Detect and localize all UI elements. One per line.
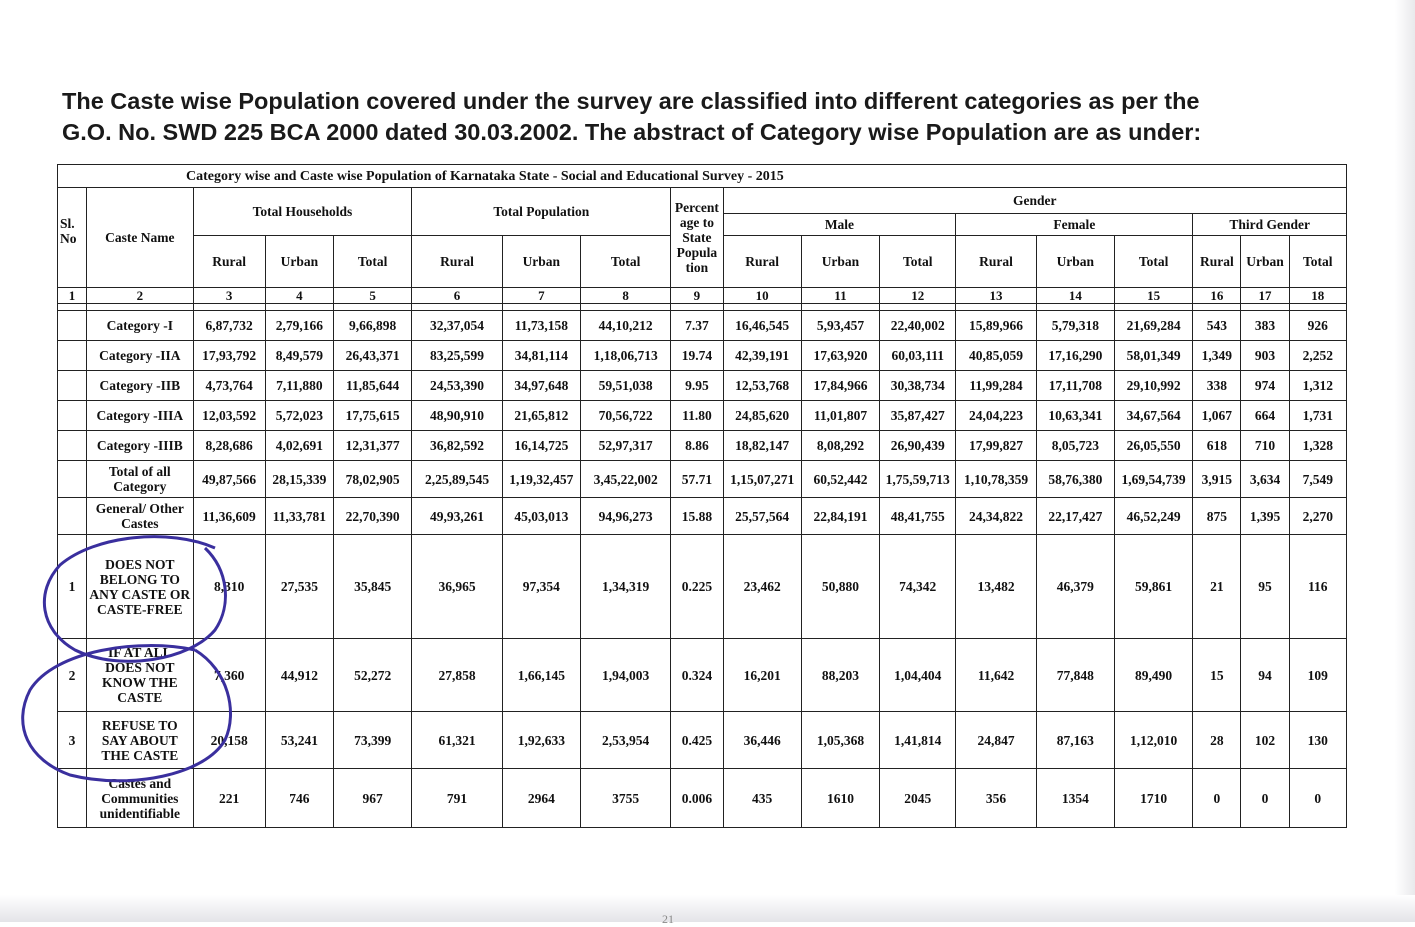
value-cell: 94 xyxy=(1241,639,1289,712)
header-female-rural: Rural xyxy=(956,236,1036,288)
value-cell: 49,93,261 xyxy=(412,498,502,535)
value-cell: 7,360 xyxy=(193,639,265,712)
value-cell: 11,33,781 xyxy=(265,498,333,535)
value-cell: 28,15,339 xyxy=(265,461,333,498)
sl-no-cell xyxy=(58,341,87,371)
caste-name-cell: Category -IIIB xyxy=(87,431,193,461)
table-row xyxy=(58,535,1347,639)
value-cell: 102 xyxy=(1241,712,1289,769)
value-cell: 27,535 xyxy=(265,535,333,639)
value-cell: 1,15,07,271 xyxy=(723,461,801,498)
header-pop-urban: Urban xyxy=(502,236,580,288)
header-sl-no: Sl. No xyxy=(58,188,87,288)
value-cell: 11,99,284 xyxy=(956,371,1036,401)
value-cell: 20,158 xyxy=(193,712,265,769)
value-cell: 1,34,319 xyxy=(580,535,670,639)
value-cell: 95 xyxy=(1241,535,1289,639)
column-number-1: 1 xyxy=(58,288,87,304)
value-cell: 22,40,002 xyxy=(880,311,956,341)
page-heading xyxy=(62,86,1312,148)
value-cell: 0 xyxy=(1241,769,1289,828)
header-third-gender: Third Gender xyxy=(1193,214,1347,236)
value-cell: 73,399 xyxy=(334,712,412,769)
value-cell: 25,57,564 xyxy=(723,498,801,535)
column-number-3: 3 xyxy=(193,288,265,304)
value-cell: 58,76,380 xyxy=(1036,461,1114,498)
header-percentage: Percent age to State Popula tion xyxy=(671,188,723,288)
value-cell: 49,87,566 xyxy=(193,461,265,498)
value-cell: 78,02,905 xyxy=(334,461,412,498)
column-number-14: 14 xyxy=(1036,288,1114,304)
value-cell: 17,75,615 xyxy=(334,401,412,431)
value-cell: 36,446 xyxy=(723,712,801,769)
header-male-total: Total xyxy=(880,236,956,288)
value-cell: 48,41,755 xyxy=(880,498,956,535)
value-cell: 46,52,249 xyxy=(1114,498,1192,535)
value-cell: 1,731 xyxy=(1289,401,1346,431)
value-cell: 8,08,292 xyxy=(801,431,879,461)
header-tg-urban: Urban xyxy=(1241,236,1289,288)
value-cell: 32,37,054 xyxy=(412,311,502,341)
value-cell: 435 xyxy=(723,769,801,828)
value-cell: 221 xyxy=(193,769,265,828)
header-female-total: Total xyxy=(1114,236,1192,288)
column-number-10: 10 xyxy=(723,288,801,304)
table-caption: Category wise and Caste wise Population of Karnataka State - Social and Educational Survey - 2015 xyxy=(58,165,1347,188)
value-cell: 130 xyxy=(1289,712,1346,769)
value-cell: 59,51,038 xyxy=(580,371,670,401)
value-cell: 1,328 xyxy=(1289,431,1346,461)
page-number: 21 xyxy=(662,912,674,926)
value-cell: 1,10,78,359 xyxy=(956,461,1036,498)
value-cell: 34,97,648 xyxy=(502,371,580,401)
value-cell: 77,848 xyxy=(1036,639,1114,712)
value-cell: 16,201 xyxy=(723,639,801,712)
value-cell: 1,395 xyxy=(1241,498,1289,535)
value-cell: 17,93,792 xyxy=(193,341,265,371)
value-cell: 61,321 xyxy=(412,712,502,769)
value-cell: 17,99,827 xyxy=(956,431,1036,461)
heading-line-1: The Caste wise Population covered under the survey are classified into different categories as per the xyxy=(62,88,1200,114)
column-number-13: 13 xyxy=(956,288,1036,304)
value-cell: 70,56,722 xyxy=(580,401,670,431)
value-cell: 2,25,89,545 xyxy=(412,461,502,498)
table-row xyxy=(58,639,1347,712)
value-cell: 34,67,564 xyxy=(1114,401,1192,431)
value-cell: 109 xyxy=(1289,639,1346,712)
value-cell: 19.74 xyxy=(671,341,723,371)
value-cell: 967 xyxy=(334,769,412,828)
value-cell: 5,72,023 xyxy=(265,401,333,431)
column-number-7: 7 xyxy=(502,288,580,304)
value-cell: 36,82,592 xyxy=(412,431,502,461)
column-number-18: 18 xyxy=(1289,288,1346,304)
value-cell: 30,38,734 xyxy=(880,371,956,401)
header-total-population: Total Population xyxy=(412,188,671,236)
value-cell: 1710 xyxy=(1114,769,1192,828)
column-number-4: 4 xyxy=(265,288,333,304)
caste-name-cell: DOES NOT BELONG TO ANY CASTE OR CASTE-FREE xyxy=(87,535,193,639)
caste-name-cell: REFUSE TO SAY ABOUT THE CASTE xyxy=(87,712,193,769)
value-cell: 12,53,768 xyxy=(723,371,801,401)
value-cell: 1,75,59,713 xyxy=(880,461,956,498)
caste-name-cell: Category -IIB xyxy=(87,371,193,401)
header-gender: Gender xyxy=(723,188,1347,214)
value-cell: 15 xyxy=(1193,639,1241,712)
value-cell: 2,270 xyxy=(1289,498,1346,535)
table-row xyxy=(58,401,1347,431)
value-cell: 2964 xyxy=(502,769,580,828)
value-cell: 60,03,111 xyxy=(880,341,956,371)
value-cell: 26,05,550 xyxy=(1114,431,1192,461)
table-row xyxy=(58,498,1347,535)
value-cell: 8,28,686 xyxy=(193,431,265,461)
caste-name-cell: IF AT ALL DOES NOT KNOW THE CASTE xyxy=(87,639,193,712)
value-cell: 2045 xyxy=(880,769,956,828)
value-cell: 875 xyxy=(1193,498,1241,535)
value-cell: 24,85,620 xyxy=(723,401,801,431)
sl-no-cell xyxy=(58,401,87,431)
caste-name-cell: Castes and Communities unidentifiable xyxy=(87,769,193,828)
value-cell: 83,25,599 xyxy=(412,341,502,371)
value-cell: 12,31,377 xyxy=(334,431,412,461)
value-cell: 0.425 xyxy=(671,712,723,769)
sl-no-cell xyxy=(58,769,87,828)
header-female: Female xyxy=(956,214,1193,236)
value-cell: 48,90,910 xyxy=(412,401,502,431)
value-cell: 1,05,368 xyxy=(801,712,879,769)
value-cell: 4,02,691 xyxy=(265,431,333,461)
value-cell: 338 xyxy=(1193,371,1241,401)
value-cell: 17,11,708 xyxy=(1036,371,1114,401)
header-male: Male xyxy=(723,214,956,236)
column-number-16: 16 xyxy=(1193,288,1241,304)
value-cell: 35,87,427 xyxy=(880,401,956,431)
value-cell: 1,92,633 xyxy=(502,712,580,769)
header-caste-name: Caste Name xyxy=(87,188,193,288)
value-cell: 45,03,013 xyxy=(502,498,580,535)
value-cell: 0 xyxy=(1193,769,1241,828)
value-cell: 16,46,545 xyxy=(723,311,801,341)
value-cell: 97,354 xyxy=(502,535,580,639)
value-cell: 4,73,764 xyxy=(193,371,265,401)
value-cell: 21 xyxy=(1193,535,1241,639)
value-cell: 13,482 xyxy=(956,535,1036,639)
value-cell: 1,19,32,457 xyxy=(502,461,580,498)
value-cell: 7,549 xyxy=(1289,461,1346,498)
value-cell: 53,241 xyxy=(265,712,333,769)
value-cell: 0.006 xyxy=(671,769,723,828)
table-row xyxy=(58,712,1347,769)
value-cell: 58,01,349 xyxy=(1114,341,1192,371)
value-cell: 1,312 xyxy=(1289,371,1346,401)
value-cell: 94,96,273 xyxy=(580,498,670,535)
value-cell: 17,84,966 xyxy=(801,371,879,401)
value-cell: 3,45,22,002 xyxy=(580,461,670,498)
value-cell: 89,490 xyxy=(1114,639,1192,712)
header-total-households: Total Households xyxy=(193,188,412,236)
value-cell: 10,63,341 xyxy=(1036,401,1114,431)
value-cell: 57.71 xyxy=(671,461,723,498)
value-cell: 22,17,427 xyxy=(1036,498,1114,535)
sl-no-cell xyxy=(58,431,87,461)
value-cell: 9,66,898 xyxy=(334,311,412,341)
value-cell: 24,04,223 xyxy=(956,401,1036,431)
value-cell: 22,70,390 xyxy=(334,498,412,535)
value-cell: 35,845 xyxy=(334,535,412,639)
value-cell: 52,272 xyxy=(334,639,412,712)
column-number-15: 15 xyxy=(1114,288,1192,304)
value-cell: 11,01,807 xyxy=(801,401,879,431)
value-cell: 1610 xyxy=(801,769,879,828)
column-number-8: 8 xyxy=(580,288,670,304)
value-cell: 44,912 xyxy=(265,639,333,712)
value-cell: 1,067 xyxy=(1193,401,1241,431)
column-number-6: 6 xyxy=(412,288,502,304)
value-cell: 3755 xyxy=(580,769,670,828)
caste-name-cell: Category -IIA xyxy=(87,341,193,371)
value-cell: 1,04,404 xyxy=(880,639,956,712)
value-cell: 8,310 xyxy=(193,535,265,639)
value-cell: 2,53,954 xyxy=(580,712,670,769)
caste-name-cell: Total of all Category xyxy=(87,461,193,498)
value-cell: 23,462 xyxy=(723,535,801,639)
value-cell: 1,94,003 xyxy=(580,639,670,712)
sl-no-cell: 2 xyxy=(58,639,87,712)
caste-name-cell: Category -IIIA xyxy=(87,401,193,431)
page-right-edge xyxy=(1395,0,1415,922)
value-cell: 60,52,442 xyxy=(801,461,879,498)
value-cell: 1354 xyxy=(1036,769,1114,828)
value-cell: 8,49,579 xyxy=(265,341,333,371)
value-cell: 1,349 xyxy=(1193,341,1241,371)
value-cell: 1,18,06,713 xyxy=(580,341,670,371)
sl-no-cell xyxy=(58,371,87,401)
value-cell: 9.95 xyxy=(671,371,723,401)
value-cell: 87,163 xyxy=(1036,712,1114,769)
sl-no-cell xyxy=(58,311,87,341)
table-row xyxy=(58,341,1347,371)
value-cell: 664 xyxy=(1241,401,1289,431)
column-number-2: 2 xyxy=(87,288,193,304)
value-cell: 11,85,644 xyxy=(334,371,412,401)
header-female-urban: Urban xyxy=(1036,236,1114,288)
value-cell: 44,10,212 xyxy=(580,311,670,341)
value-cell: 903 xyxy=(1241,341,1289,371)
value-cell: 2,79,166 xyxy=(265,311,333,341)
header-hh-rural: Rural xyxy=(193,236,265,288)
value-cell: 7.37 xyxy=(671,311,723,341)
caste-name-cell: Category -I xyxy=(87,311,193,341)
header-pop-total: Total xyxy=(580,236,670,288)
value-cell: 543 xyxy=(1193,311,1241,341)
value-cell: 11,642 xyxy=(956,639,1036,712)
value-cell: 0.324 xyxy=(671,639,723,712)
value-cell: 1,12,010 xyxy=(1114,712,1192,769)
value-cell: 50,880 xyxy=(801,535,879,639)
column-number-5: 5 xyxy=(334,288,412,304)
value-cell: 11.80 xyxy=(671,401,723,431)
value-cell: 3,915 xyxy=(1193,461,1241,498)
caste-name-cell: General/ Other Castes xyxy=(87,498,193,535)
table-row xyxy=(58,431,1347,461)
value-cell: 24,847 xyxy=(956,712,1036,769)
column-number-row xyxy=(58,288,1347,304)
value-cell: 5,79,318 xyxy=(1036,311,1114,341)
value-cell: 791 xyxy=(412,769,502,828)
value-cell: 16,14,725 xyxy=(502,431,580,461)
value-cell: 21,69,284 xyxy=(1114,311,1192,341)
value-cell: 710 xyxy=(1241,431,1289,461)
table-row xyxy=(58,461,1347,498)
value-cell: 52,97,317 xyxy=(580,431,670,461)
value-cell: 22,84,191 xyxy=(801,498,879,535)
table-row xyxy=(58,371,1347,401)
header-male-urban: Urban xyxy=(801,236,879,288)
value-cell: 88,203 xyxy=(801,639,879,712)
table-row xyxy=(58,769,1347,828)
value-cell: 3,634 xyxy=(1241,461,1289,498)
value-cell: 28 xyxy=(1193,712,1241,769)
header-hh-urban: Urban xyxy=(265,236,333,288)
value-cell: 8.86 xyxy=(671,431,723,461)
heading-line-2: G.O. No. SWD 225 BCA 2000 dated 30.03.2002. The abstract of Category wise Population are as under: xyxy=(62,119,1202,145)
value-cell: 926 xyxy=(1289,311,1346,341)
value-cell: 1,41,814 xyxy=(880,712,956,769)
sl-no-cell: 1 xyxy=(58,535,87,639)
value-cell: 74,342 xyxy=(880,535,956,639)
column-number-12: 12 xyxy=(880,288,956,304)
value-cell: 0 xyxy=(1289,769,1346,828)
sl-no-cell xyxy=(58,461,87,498)
value-cell: 974 xyxy=(1241,371,1289,401)
column-number-9: 9 xyxy=(671,288,723,304)
value-cell: 746 xyxy=(265,769,333,828)
population-table-container xyxy=(57,164,1347,828)
table-row xyxy=(58,311,1347,341)
value-cell: 18,82,147 xyxy=(723,431,801,461)
value-cell: 7,11,880 xyxy=(265,371,333,401)
value-cell: 15,89,966 xyxy=(956,311,1036,341)
header-hh-total: Total xyxy=(334,236,412,288)
spacer-row xyxy=(58,304,1347,311)
value-cell: 24,34,822 xyxy=(956,498,1036,535)
value-cell: 116 xyxy=(1289,535,1346,639)
value-cell: 34,81,114 xyxy=(502,341,580,371)
value-cell: 26,43,371 xyxy=(334,341,412,371)
sl-no-cell: 3 xyxy=(58,712,87,769)
value-cell: 2,252 xyxy=(1289,341,1346,371)
value-cell: 15.88 xyxy=(671,498,723,535)
value-cell: 11,73,158 xyxy=(502,311,580,341)
page-bottom-edge xyxy=(0,895,1415,922)
value-cell: 42,39,191 xyxy=(723,341,801,371)
header-tg-rural: Rural xyxy=(1193,236,1241,288)
value-cell: 46,379 xyxy=(1036,535,1114,639)
value-cell: 383 xyxy=(1241,311,1289,341)
header-male-rural: Rural xyxy=(723,236,801,288)
value-cell: 40,85,059 xyxy=(956,341,1036,371)
value-cell: 59,861 xyxy=(1114,535,1192,639)
value-cell: 356 xyxy=(956,769,1036,828)
value-cell: 21,65,812 xyxy=(502,401,580,431)
value-cell: 26,90,439 xyxy=(880,431,956,461)
sl-no-cell xyxy=(58,498,87,535)
value-cell: 6,87,732 xyxy=(193,311,265,341)
value-cell: 8,05,723 xyxy=(1036,431,1114,461)
value-cell: 11,36,609 xyxy=(193,498,265,535)
value-cell: 5,93,457 xyxy=(801,311,879,341)
value-cell: 24,53,390 xyxy=(412,371,502,401)
value-cell: 17,63,920 xyxy=(801,341,879,371)
header-pop-rural: Rural xyxy=(412,236,502,288)
value-cell: 29,10,992 xyxy=(1114,371,1192,401)
value-cell: 27,858 xyxy=(412,639,502,712)
value-cell: 1,66,145 xyxy=(502,639,580,712)
value-cell: 0.225 xyxy=(671,535,723,639)
value-cell: 1,69,54,739 xyxy=(1114,461,1192,498)
value-cell: 36,965 xyxy=(412,535,502,639)
column-number-17: 17 xyxy=(1241,288,1289,304)
value-cell: 17,16,290 xyxy=(1036,341,1114,371)
value-cell: 618 xyxy=(1193,431,1241,461)
value-cell: 12,03,592 xyxy=(193,401,265,431)
population-table xyxy=(57,164,1347,828)
column-number-11: 11 xyxy=(801,288,879,304)
header-tg-total: Total xyxy=(1289,236,1346,288)
